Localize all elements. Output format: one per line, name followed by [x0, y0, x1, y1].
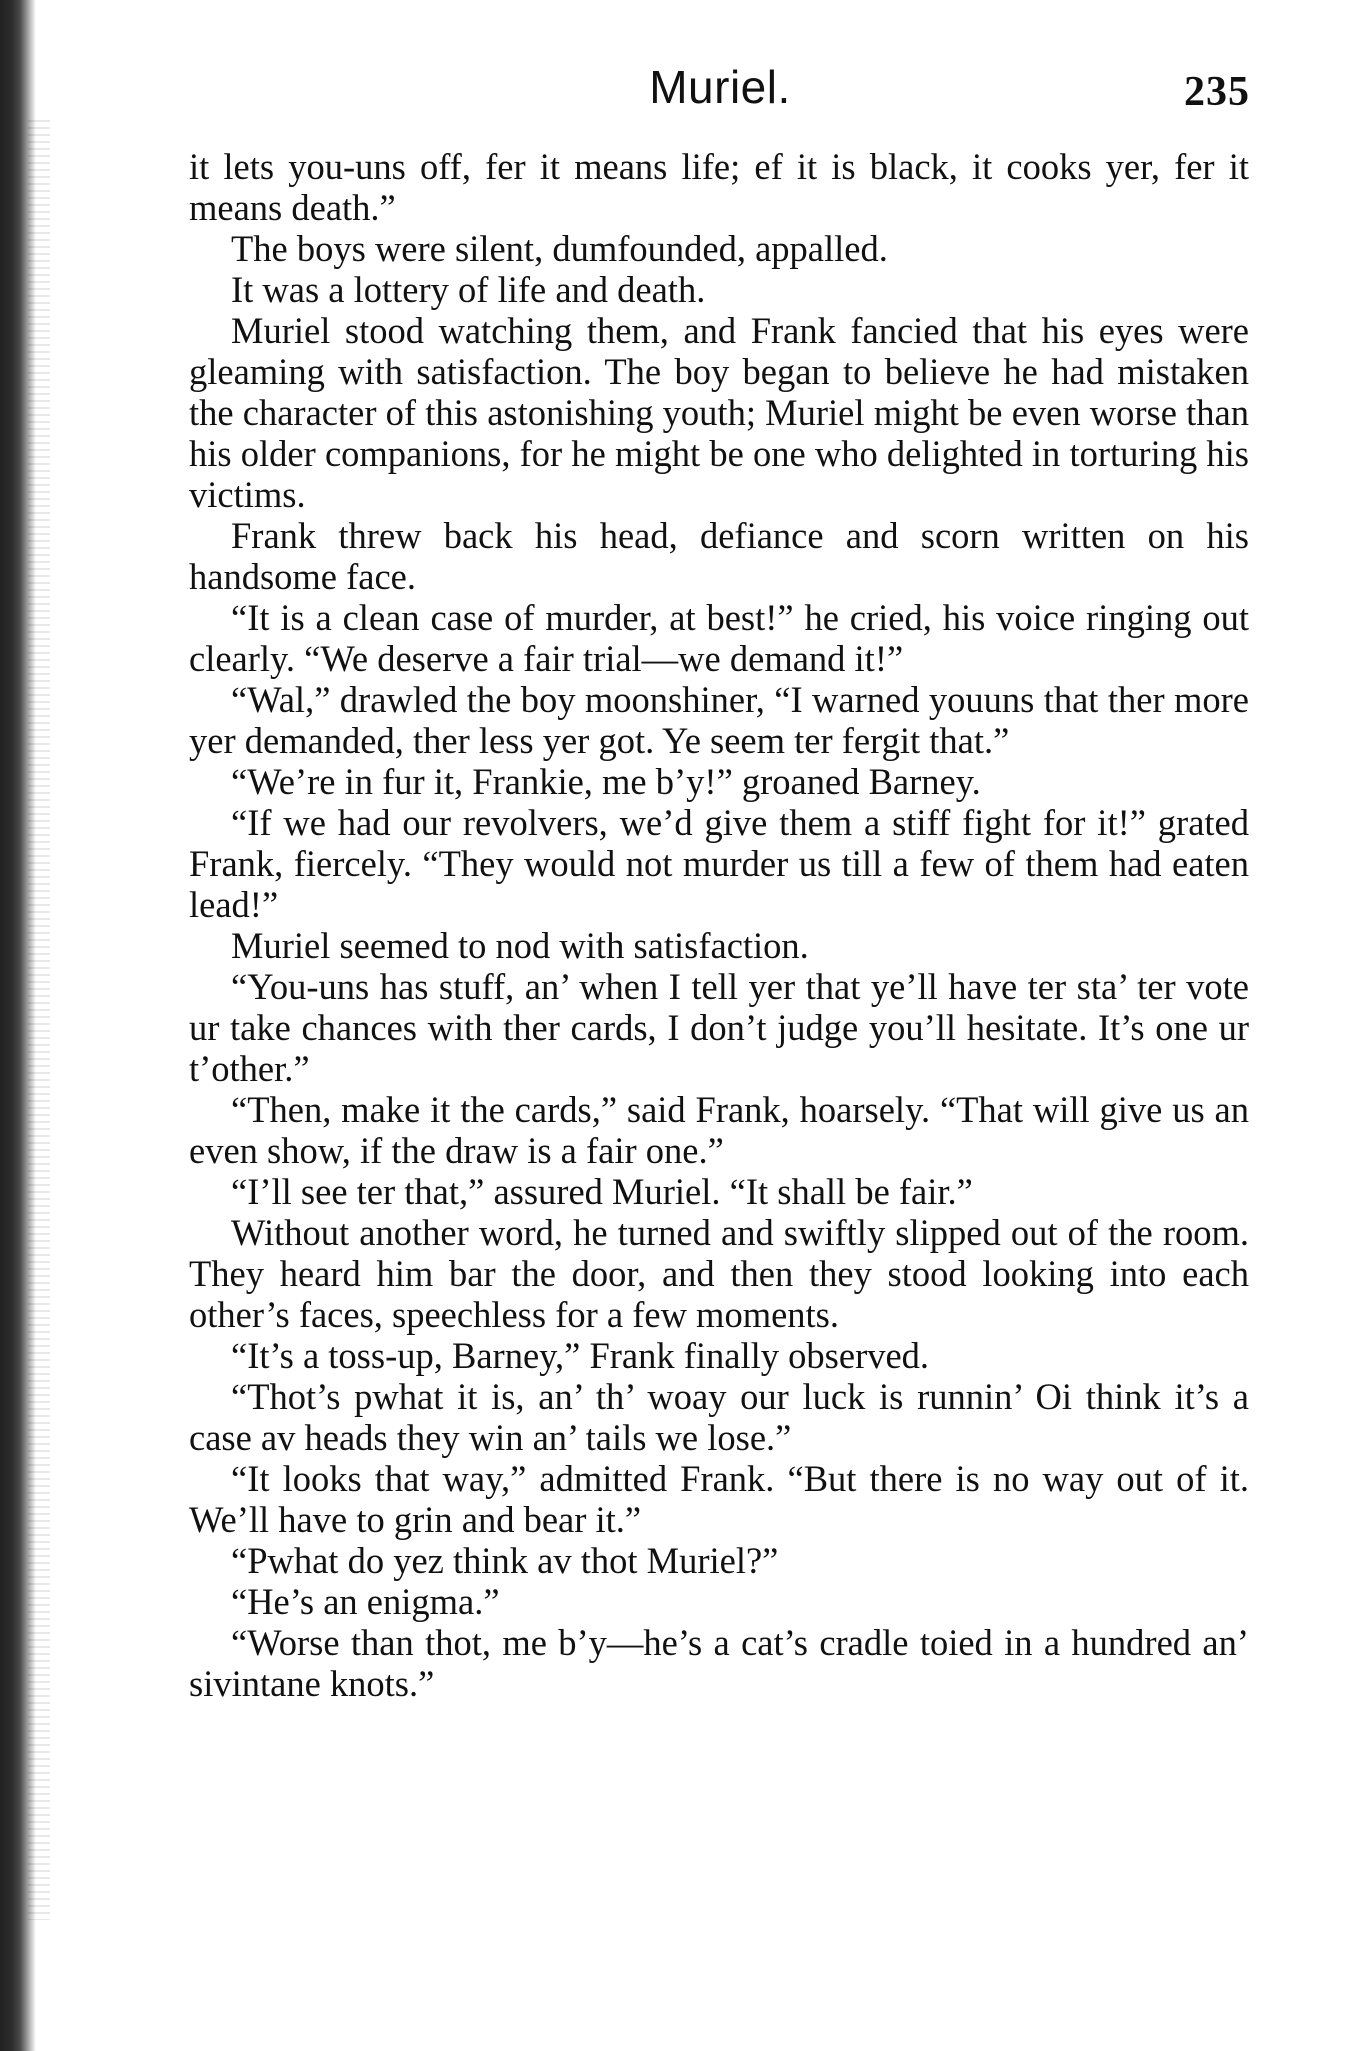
paragraph-3: It was a lottery of life and death.	[231, 269, 706, 310]
page-number: 235	[1184, 69, 1250, 115]
paragraph-19: “He’s an enigma.”	[231, 1581, 500, 1622]
running-title: Muriel.	[649, 61, 791, 113]
paragraph-16: “Thot’s pwhat it is, an’ th’ woay our luck is runnin’ Oi think it’s a case av heads they win an’ tails we lose.”	[189, 1376, 1249, 1458]
paragraph-18: “Pwhat do yez think av thot Muriel?”	[231, 1540, 779, 1581]
paragraph-12: “Then, make it the cards,” said Frank, hoarsely. “That will give us an even show, if the draw is a fair one.”	[189, 1089, 1249, 1171]
paragraph-4: Muriel stood watching them, and Frank fancied that his eyes were gleaming with satisfaction. The boy began to believe he had mistaken the character of this astonishing youth; Muriel might be even worse than his older companions, for he might be one who delighted in torturing his victims.	[189, 310, 1249, 515]
body-text	[189, 146, 1249, 1704]
binding-texture	[28, 120, 50, 1920]
paragraph-14: Without another word, he turned and swiftly slipped out of the room. They heard him bar the door, and then they stood looking into each other’s faces, speechless for a few moments.	[189, 1212, 1249, 1335]
paragraph-2: The boys were silent, dumfounded, appalled.	[231, 228, 888, 269]
running-head	[190, 60, 1250, 130]
paragraph-1: it lets you-uns off, fer it means life; ef it is black, it cooks yer, fer it means death.”	[189, 146, 1249, 228]
paragraph-8: “We’re in fur it, Frankie, me b’y!” groaned Barney.	[231, 761, 981, 802]
paragraph-11: “You-uns has stuff, an’ when I tell yer that ye’ll have ter sta’ ter vote ur take chances with ther cards, I don’t judge you’ll hesitate. It’s one ur t’other.”	[189, 966, 1249, 1089]
paragraph-9: “If we had our revolvers, we’d give them a stiff fight for it!” grated Frank, fiercely. “They would not murder us till a few of them had eaten lead!”	[189, 802, 1249, 925]
paragraph-10: Muriel seemed to nod with satisfaction.	[231, 925, 809, 966]
paragraph-15: “It’s a toss-up, Barney,” Frank finally observed.	[231, 1335, 930, 1376]
paragraph-7: “Wal,” drawled the boy moonshiner, “I warned youuns that ther more yer demanded, ther less yer got. Ye seem ter fergit that.”	[189, 679, 1249, 761]
paragraph-6: “It is a clean case of murder, at best!” he cried, his voice ringing out clearly. “We deserve a fair trial—we demand it!”	[189, 597, 1249, 679]
paragraph-5: Frank threw back his head, defiance and scorn written on his handsome face.	[189, 515, 1249, 597]
paragraph-20: “Worse than thot, me b’y—he’s a cat’s cradle toied in a hundred an’ sivintane knots.”	[189, 1622, 1249, 1704]
paragraph-13: “I’ll see ter that,” assured Muriel. “It shall be fair.”	[231, 1171, 973, 1212]
paragraph-17: “It looks that way,” admitted Frank. “But there is no way out of it. We’ll have to grin and bear it.”	[189, 1458, 1249, 1540]
